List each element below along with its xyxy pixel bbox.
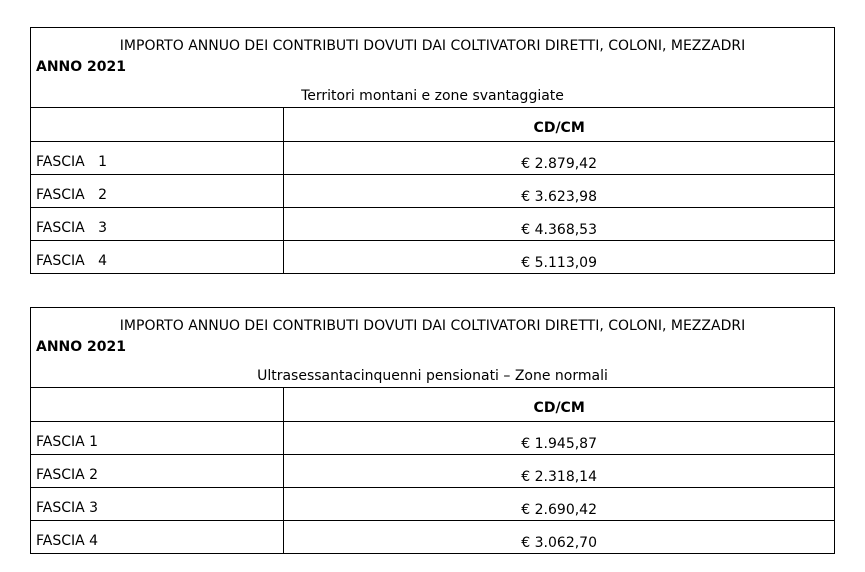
fascia-label: FASCIA 2: [36, 187, 107, 203]
fascia-label: FASCIA 3: [36, 500, 99, 516]
empty-header-cell: [31, 108, 284, 142]
contributi-table-ultrasessantacinquenni: [30, 307, 835, 554]
fascia-value: € 2.318,14: [284, 455, 835, 488]
table-header-row: [31, 308, 835, 388]
table-row: [31, 455, 835, 488]
table-row: [31, 241, 835, 274]
fascia-label: FASCIA 1: [36, 434, 99, 450]
fascia-value: € 3.062,70: [284, 521, 835, 554]
fascia-label: FASCIA 2: [36, 467, 99, 483]
fascia-label: FASCIA 4: [36, 253, 107, 269]
column-header-cd-cm: CD/CM: [284, 108, 835, 142]
table-header-cell: [31, 28, 835, 108]
fascia-label: FASCIA 4: [36, 533, 99, 549]
table-row: [31, 521, 835, 554]
column-header-row: [31, 108, 835, 142]
table-year: ANNO 2021: [36, 339, 127, 355]
fascia-label: FASCIA 3: [36, 220, 107, 236]
table-row: [31, 488, 835, 521]
column-header-row: [31, 388, 835, 422]
fascia-value: € 2.879,42: [284, 142, 835, 175]
table-row: [31, 175, 835, 208]
table-title: IMPORTO ANNUO DEI CONTRIBUTI DOVUTI DAI COLTIVATORI DIRETTI, COLONI, MEZZADRI: [119, 38, 746, 54]
table-row: [31, 422, 835, 455]
fascia-value: € 3.623,98: [284, 175, 835, 208]
empty-header-cell: [31, 388, 284, 422]
fascia-value: € 5.113,09: [284, 241, 835, 274]
table-row: [31, 208, 835, 241]
fascia-value: € 1.945,87: [284, 422, 835, 455]
column-header-cd-cm: CD/CM: [284, 388, 835, 422]
table-header-cell: [31, 308, 835, 388]
fascia-label: FASCIA 1: [36, 154, 107, 170]
table-subtitle: Ultrasessantacinquenni pensionati – Zone normali: [257, 368, 608, 384]
table-title: IMPORTO ANNUO DEI CONTRIBUTI DOVUTI DAI COLTIVATORI DIRETTI, COLONI, MEZZADRI: [119, 318, 746, 334]
table-year: ANNO 2021: [36, 59, 127, 75]
fascia-value: € 4.368,53: [284, 208, 835, 241]
table-subtitle: Territori montani e zone svantaggiate: [301, 88, 564, 104]
table-row: [31, 142, 835, 175]
table-header-row: [31, 28, 835, 108]
fascia-value: € 2.690,42: [284, 488, 835, 521]
contributi-table-territori-montani: [30, 27, 835, 274]
